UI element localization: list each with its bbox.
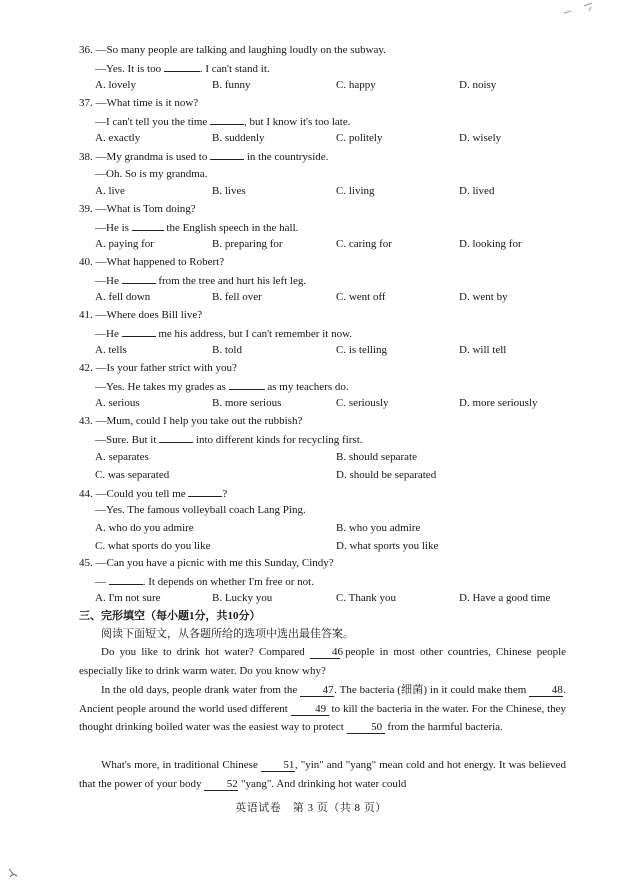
- answer-blank: [132, 220, 164, 231]
- option-c: C. is telling: [336, 344, 388, 356]
- option-d: D. what sports you like: [336, 540, 439, 552]
- option-d: D. lived: [459, 185, 495, 197]
- answer-blank: [229, 379, 265, 390]
- option-b: B. fell over: [212, 291, 262, 303]
- option-a: A. I'm not sure: [95, 592, 161, 604]
- answer-blank: [122, 326, 156, 337]
- option-c: C. Thank you: [336, 592, 396, 604]
- question-37: 37. —What time is it now?: [79, 97, 199, 109]
- question-36-reply: —Yes. It is too . I can't stand it.: [95, 63, 270, 75]
- section-instruction: 阅读下面短文，从各题所给的选项中选出最佳答案。: [101, 628, 354, 640]
- answer-blank: [210, 114, 244, 125]
- option-a: A. live: [95, 185, 125, 197]
- question-44-reply: —Yes. The famous volleyball coach Lang Ping.: [95, 504, 306, 516]
- option-b: B. more serious: [212, 397, 282, 409]
- option-d: D. should be separated: [336, 469, 437, 481]
- option-b: B. lives: [212, 185, 246, 197]
- answer-blank: [210, 149, 244, 160]
- question-41-reply: —He me his address, but I can't remember it now.: [95, 328, 353, 340]
- option-b: B. funny: [212, 79, 251, 91]
- option-d: D. more seriously: [459, 397, 538, 409]
- question-43-reply: —Sure. But it into different kinds for recycling first.: [95, 434, 363, 446]
- question-38-reply: —Oh. So is my grandma.: [95, 168, 208, 180]
- question-38: 38. —My grandma is used to in the countryside.: [79, 151, 329, 163]
- answer-blank: [164, 61, 200, 72]
- question-39-reply: —He is the English speech in the hall.: [95, 222, 299, 234]
- option-d: D. Have a good time: [459, 592, 551, 604]
- blank-47: 47: [300, 684, 334, 697]
- blank-46: 46: [310, 646, 340, 659]
- option-c: C. caring for: [336, 238, 392, 250]
- option-c: C. living: [336, 185, 375, 197]
- option-d: D. looking for: [459, 238, 522, 250]
- option-c: C. politely: [336, 132, 383, 144]
- blank-49: 49: [291, 703, 329, 716]
- option-a: A. paying for: [95, 238, 154, 250]
- option-c: C. happy: [336, 79, 376, 91]
- section-title: 三、完形填空（每小题1分，共10分）: [79, 610, 261, 622]
- question-42: 42. —Is your father strict with you?: [79, 362, 237, 374]
- passage-paragraph-3: What's more, in traditional Chinese 51, "yin" and "yang" mean cold and hot energy. It was believed that the power of your body 52 "yang". And drinking hot water could: [79, 759, 567, 790]
- question-40: 40. —What happened to Robert?: [79, 256, 225, 268]
- option-c: C. seriously: [336, 397, 389, 409]
- passage-paragraph-1: Do you like to drink hot water? Compared 46 people in most other countries, Chinese people especially like to drink warm water. Do you know why?: [79, 646, 567, 677]
- option-a: A. lovely: [95, 79, 136, 91]
- blank-51: 51: [261, 759, 295, 772]
- question-39: 39. —What is Tom doing?: [79, 203, 196, 215]
- option-a: A. separates: [95, 451, 149, 463]
- scan-mark-icon: [562, 2, 596, 16]
- answer-blank: [122, 273, 156, 284]
- option-b: B. Lucky you: [212, 592, 273, 604]
- blank-50: 50: [347, 721, 385, 734]
- option-b: B. who you admire: [336, 522, 421, 534]
- option-b: B. preparing for: [212, 238, 283, 250]
- option-d: D. will tell: [459, 344, 507, 356]
- question-prompt: —So many people are talking and laughing loudly on the subway.: [95, 44, 386, 56]
- option-a: A. fell down: [95, 291, 151, 303]
- question-43: 43. —Mum, could I help you take out the rubbish?: [79, 415, 303, 427]
- blank-48: 48: [529, 684, 563, 697]
- option-a: A. tells: [95, 344, 127, 356]
- answer-blank: [188, 486, 222, 497]
- option-d: D. went by: [459, 291, 508, 303]
- page-footer: 英语试卷 第 3 页（共 8 页）: [235, 802, 387, 814]
- question-42-reply: —Yes. He takes my grades as as my teachers do.: [95, 381, 349, 393]
- option-b: B. told: [212, 344, 242, 356]
- option-a: A. serious: [95, 397, 140, 409]
- question-45-reply: — . It depends on whether I'm free or not.: [95, 576, 314, 588]
- option-c: C. was separated: [95, 469, 170, 481]
- option-a: A. who do you admire: [95, 522, 194, 534]
- scan-mark-icon: [6, 866, 20, 880]
- question-44: 44. —Could you tell me ?: [79, 488, 228, 500]
- question-41: 41. —Where does Bill live?: [79, 309, 203, 321]
- option-b: B. suddenly: [212, 132, 265, 144]
- question-number: 36.: [79, 44, 93, 56]
- option-c: C. went off: [336, 291, 386, 303]
- option-b: B. should separate: [336, 451, 417, 463]
- option-d: D. wisely: [459, 132, 502, 144]
- answer-blank: [159, 432, 193, 443]
- passage-paragraph-2: In the old days, people drank water from the 47. The bacteria (细菌) in it could make them 48. Ancient people around the world used different 49 to kill the bacteria in the water. For the Chinese, they thought drinking boiled water was the easiest way to protect 50 from the harmful bacteria.: [79, 684, 567, 733]
- option-d: D. noisy: [459, 79, 497, 91]
- question-45: 45. —Can you have a picnic with me this Sunday, Cindy?: [79, 557, 334, 569]
- option-c: C. what sports do you like: [95, 540, 211, 552]
- question-37-reply: —I can't tell you the time , but I know it's too late.: [95, 116, 351, 128]
- question-36: [79, 43, 386, 57]
- answer-blank: [109, 574, 143, 585]
- option-a: A. exactly: [95, 132, 141, 144]
- question-40-reply: —He from the tree and hurt his left leg.: [95, 275, 307, 287]
- blank-52: 52: [204, 778, 238, 791]
